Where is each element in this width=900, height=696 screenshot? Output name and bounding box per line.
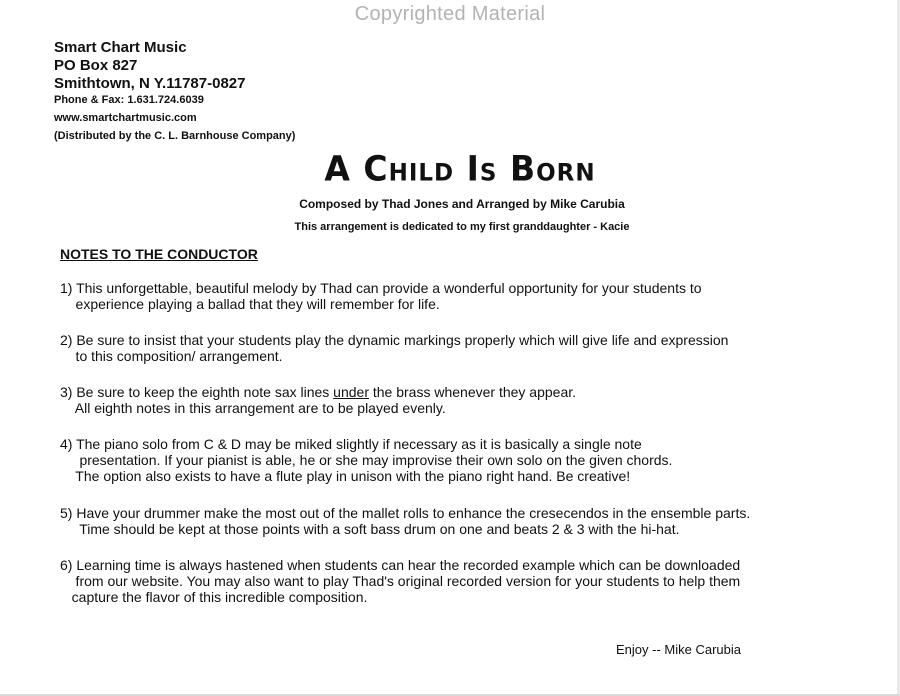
note-line <box>60 384 576 400</box>
publisher-name: Smart Chart Music <box>54 39 187 56</box>
note-line: The option also exists to have a flute play in unison with the piano right hand. Be creative! <box>60 468 631 484</box>
note-1 <box>60 280 702 312</box>
note-5 <box>60 505 750 537</box>
notes-heading: NOTES TO THE CONDUCTOR <box>60 246 258 262</box>
publisher-distributor: (Distributed by the C. L. Barnhouse Company) <box>54 130 296 142</box>
composer-credit: Composed by Thad Jones and Arranged by Mike Carubia <box>299 197 625 211</box>
note-line: to this composition/ arrangement. <box>60 348 283 364</box>
note-6 <box>60 557 740 605</box>
copyright-watermark: Copyrighted Material <box>354 3 546 25</box>
dedication-line: This arrangement is dedicated to my first granddaughter - Kacie <box>294 221 630 233</box>
publisher-block <box>54 40 295 148</box>
note-line: Time should be kept at those points with a soft bass drum on one and beats 2 & 3 with the hi-hat. <box>60 521 680 537</box>
note-line: experience playing a ballad that they will remember for life. <box>60 296 440 312</box>
note-line: 5) Have your drummer make the most out of the mallet rolls to enhance the cresecendos in the ensemble parts. <box>60 505 751 521</box>
note-line: 1) This unforgettable, beautiful melody by Thad can provide a wonderful opportunity for your students to <box>60 280 702 296</box>
note-text: 3) Be sure to keep the eighth note sax lines <box>60 384 334 400</box>
note-line: capture the flavor of this incredible composition. <box>60 589 368 605</box>
note-line: 2) Be sure to insist that your students play the dynamic markings properly which will give life and expression <box>60 332 729 348</box>
note-emphasis: under <box>333 384 369 400</box>
publisher-box: PO Box 827 <box>54 57 138 74</box>
note-line: from our website. You may also want to play Thad's original recorded version for your students to help them <box>60 573 741 589</box>
note-3 <box>60 384 576 416</box>
publisher-website: www.smartchartmusic.com <box>54 112 197 124</box>
note-text: the brass whenever they appear. <box>368 384 577 400</box>
publisher-phone: Phone & Fax: 1.631.724.6039 <box>54 94 204 106</box>
note-line: 6) Learning time is always hastened when students can hear the recorded example which can be downloaded <box>60 557 741 573</box>
note-4 <box>60 436 672 484</box>
piece-title: A Child Is Born <box>324 148 596 189</box>
signoff: Enjoy -- Mike Carubia <box>616 642 741 657</box>
note-line: 4) The piano solo from C & D may be miked slightly if necessary as it is basically a single note <box>60 436 642 452</box>
note-line: presentation. If your pianist is able, he or she may improvise their own solo on the given chords. <box>60 452 673 468</box>
publisher-city: Smithtown, N Y.11787-0827 <box>54 75 246 92</box>
note-2 <box>60 332 728 364</box>
note-line: All eighth notes in this arrangement are to be played evenly. <box>60 400 446 416</box>
